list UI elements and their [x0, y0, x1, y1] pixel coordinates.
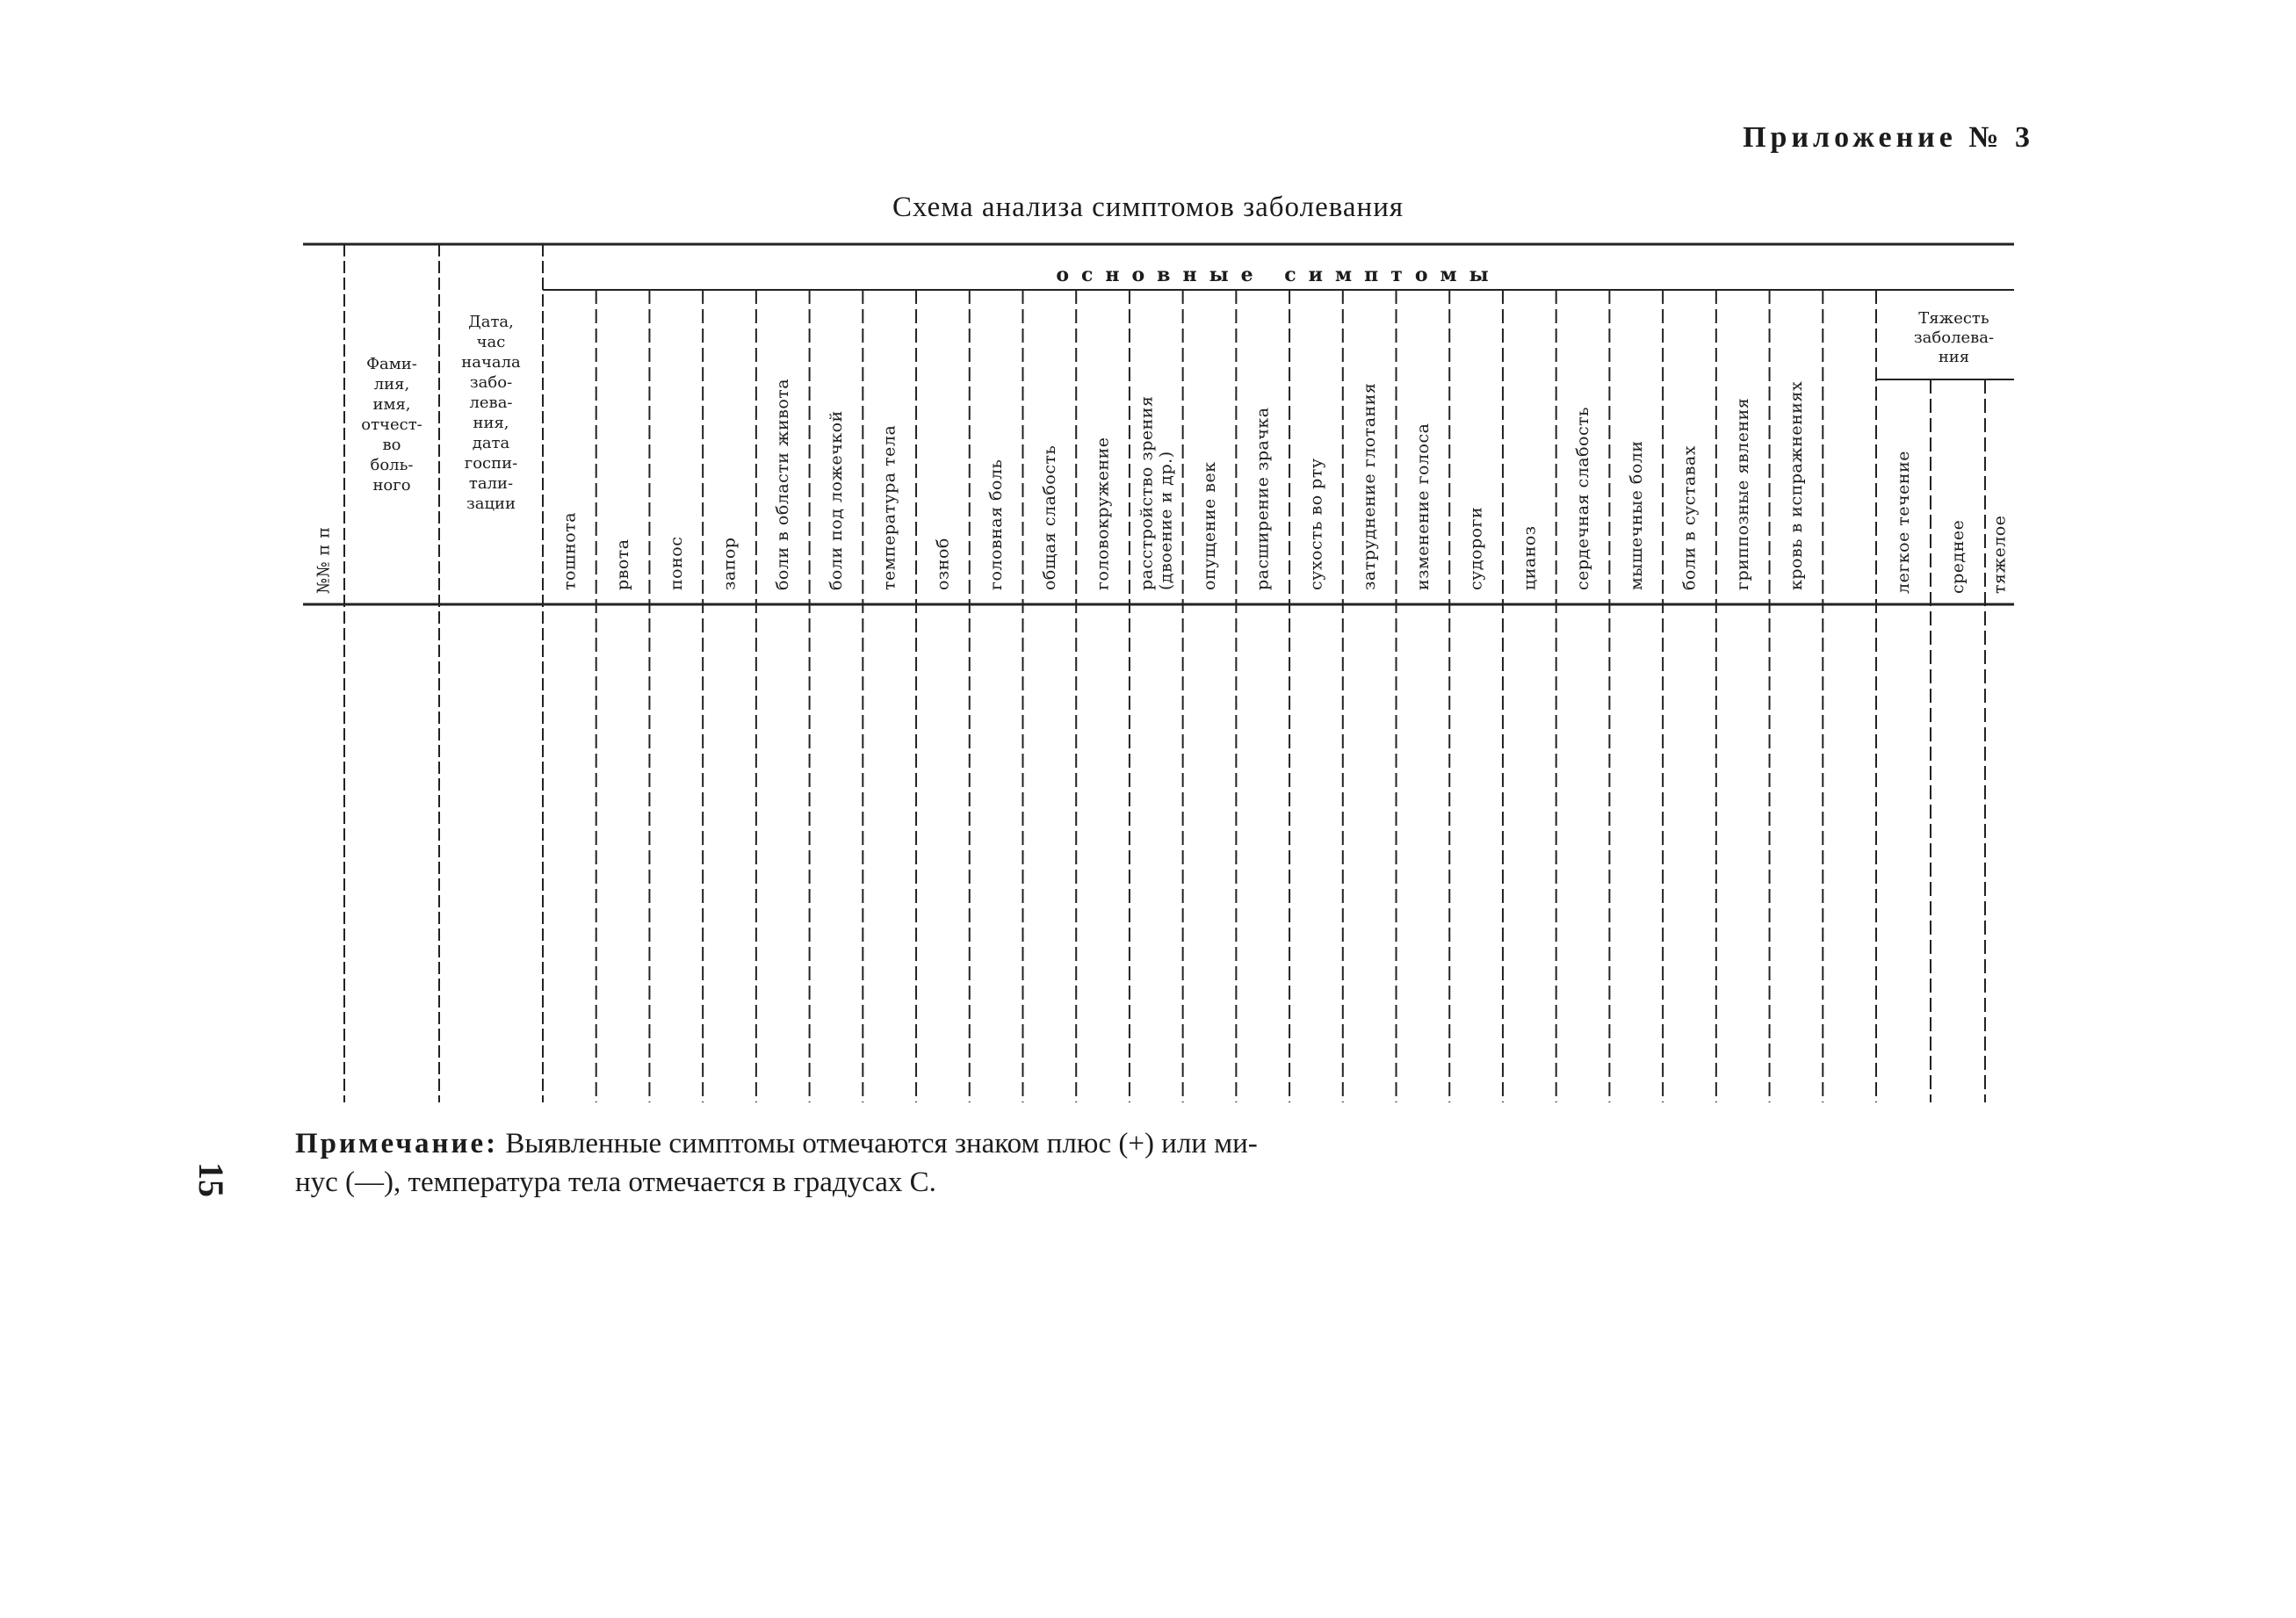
symptom-column-label: общая слабость [1039, 444, 1059, 590]
group-label: основные симптомы [1056, 264, 1501, 286]
symptom-column-label: запор [719, 537, 740, 590]
symptom-column-label: расстройство зрения [1137, 395, 1157, 590]
column-name-label: Фами- [366, 355, 417, 373]
document-title: Схема анализа симптомов заболевания [892, 191, 1404, 223]
symptom-column-label: расширение зрачка [1253, 407, 1273, 590]
severity-header: Тяжесть [1918, 309, 1989, 328]
column-date-label: час [476, 333, 506, 351]
appendix-label: Приложение № 3 [1743, 121, 2034, 154]
symptom-column-label: боли в суставах [1679, 445, 1700, 590]
symptom-column-label: затруднение глотания [1360, 382, 1380, 590]
symptom-column-label: кровь в испражнениях [1786, 380, 1806, 590]
symptom-column-label: гриппозные явления [1733, 397, 1753, 590]
symptom-column-label: опущение век [1200, 461, 1219, 590]
symptom-column-label: температура тела [879, 424, 899, 590]
symptom-column-label: судороги [1466, 506, 1486, 590]
column-date-label: госпи- [464, 454, 518, 473]
column-date-label: лева- [469, 394, 513, 412]
symptom-column-label: сердечная слабость [1573, 407, 1593, 590]
page-number: 15 [191, 1162, 232, 1197]
symptom-column-label: озноб [933, 538, 953, 590]
column-date-label: забо- [469, 373, 513, 392]
symptom-column-label: рвота [613, 538, 633, 590]
severity-header: заболева- [1913, 329, 1995, 347]
symptom-column-label: понос [666, 536, 686, 590]
column-name-label: лия, [373, 375, 410, 394]
column-name-label: имя, [372, 395, 411, 414]
footnote-lead: Примечание: [295, 1128, 499, 1159]
severity-column-label: тяжелое [1989, 515, 2010, 594]
symptom-column-label: сухость во рту [1306, 458, 1326, 590]
symptom-column-label: тошнота [560, 511, 580, 590]
symptom-column-label: головокружение [1093, 437, 1113, 590]
severity-header: ния [1938, 348, 1970, 366]
column-name-label: ного [372, 476, 411, 495]
column-name-label: во [382, 436, 401, 454]
symptom-column-label: цианоз [1520, 525, 1540, 590]
footnote-text-continued: нус (—), температура тела отмечается в градусах С. [295, 1167, 936, 1198]
column-date-label: Дата, [468, 313, 514, 331]
symptom-column-label: мышечные боли [1626, 440, 1646, 590]
symptom-column-label: головная боль [986, 459, 1007, 590]
column-date-label: дата [472, 434, 510, 452]
column-date-label: зации [466, 495, 516, 513]
symptom-column-label: боли в области живота [773, 378, 793, 590]
column-name-label: отчест- [361, 415, 422, 434]
column-date-label: начала [461, 353, 521, 372]
severity-column-label: среднее [1948, 519, 1967, 594]
symptom-column-label: (двоение и др.) [1156, 451, 1176, 590]
footnote-text: Выявленные симптомы отмечаются знаком плюс (+) или ми- [505, 1128, 1258, 1159]
severity-column-label: легкое течение [1894, 451, 1913, 594]
footnote [295, 1124, 1613, 1202]
symptom-column-label: изменение голоса [1412, 423, 1433, 590]
column-number-label: №№ п п [314, 526, 334, 594]
column-date-label: тали- [468, 474, 514, 493]
column-name-label: боль- [370, 456, 414, 474]
symptom-column-label: боли под ложечкой [826, 410, 846, 590]
column-date-label: ния, [473, 414, 509, 432]
